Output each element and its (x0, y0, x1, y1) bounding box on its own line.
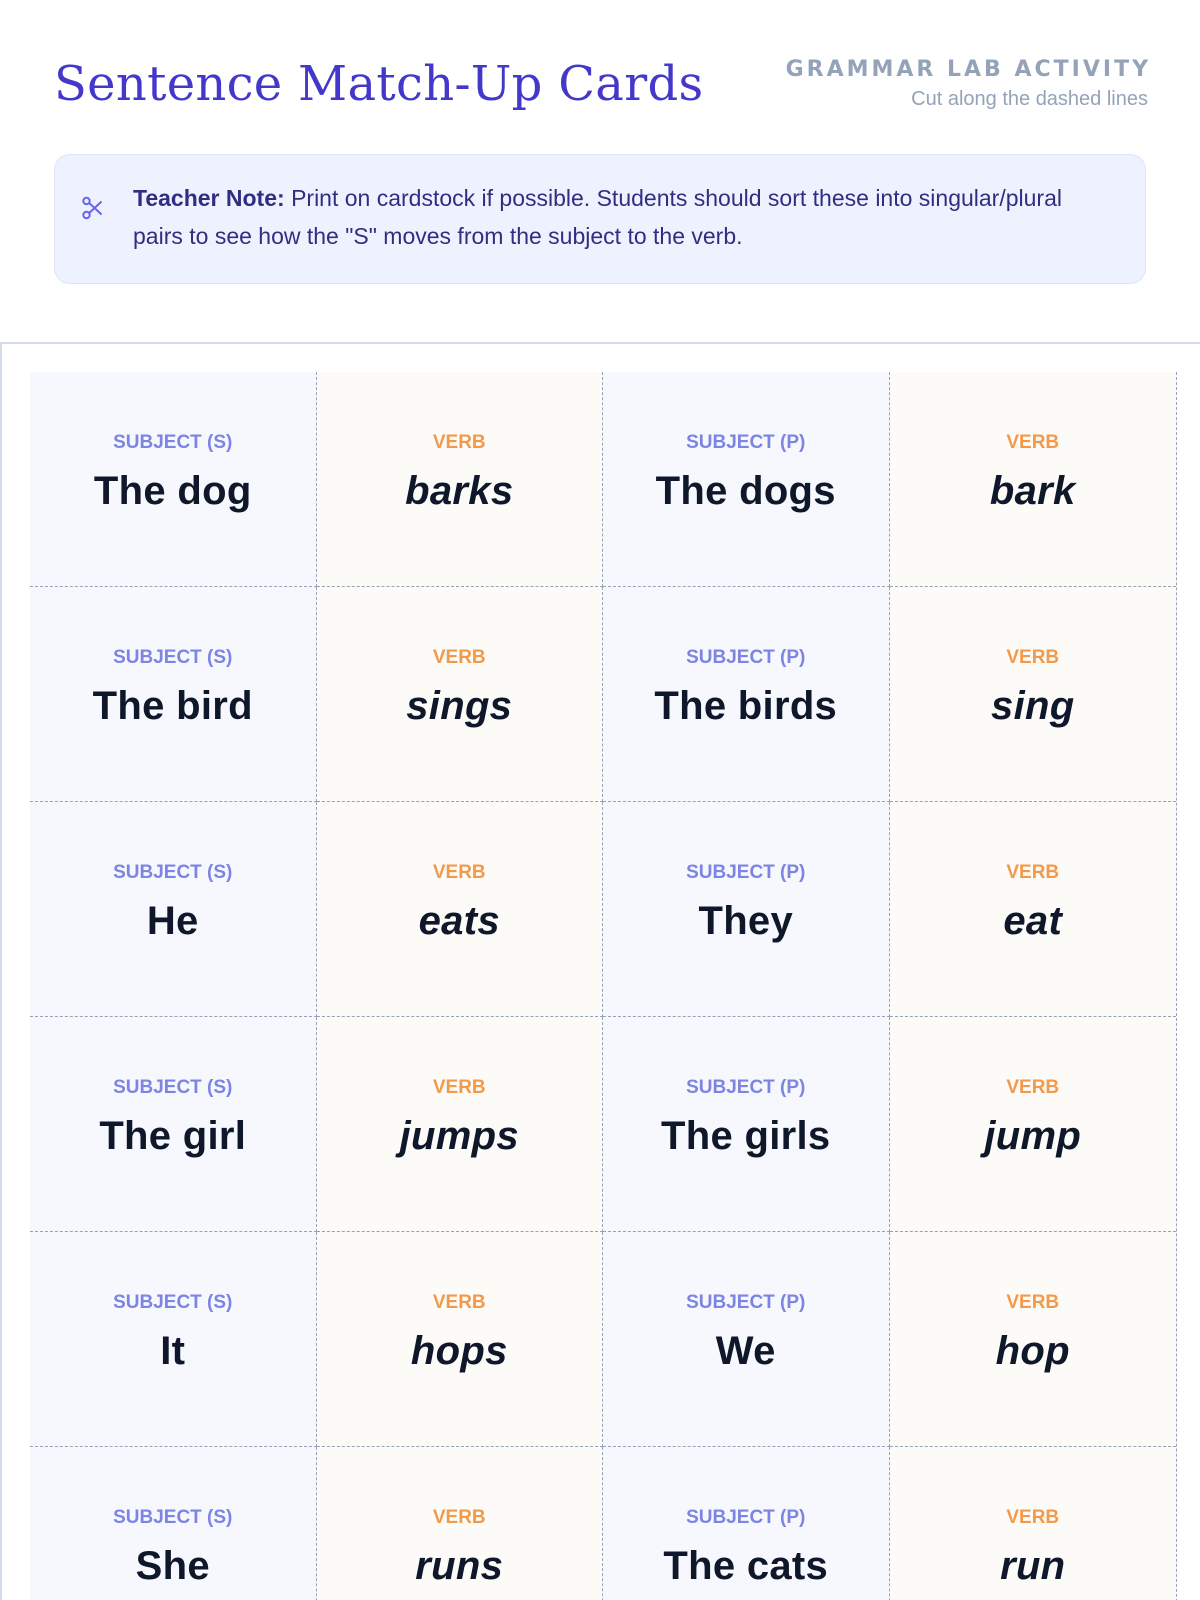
card-word: hops (410, 1329, 508, 1373)
page-title: Sentence Match-Up Cards (54, 56, 704, 112)
card-word: We (715, 1329, 776, 1373)
verb-card (890, 372, 1177, 587)
card-tag: VERB (432, 1077, 486, 1098)
card-tag: SUBJECT (S) (113, 862, 233, 883)
card-tag: VERB (1006, 862, 1060, 883)
card-grid (30, 372, 1177, 1600)
card-word: barks (405, 469, 514, 513)
card-tag: SUBJECT (P) (686, 647, 806, 668)
card-tag: SUBJECT (S) (113, 647, 233, 668)
teacher-note-text (133, 179, 1113, 255)
card-word: It (160, 1329, 186, 1373)
subject-card (603, 587, 890, 802)
card-tag: VERB (1006, 432, 1060, 453)
card-word: She (135, 1544, 210, 1588)
subject-card (603, 372, 890, 587)
card-word: The dogs (655, 469, 836, 513)
teacher-note-body: Print on cardstock if possible. Students should sort these into singular/plural pairs to see how the "S" moves from the subject to the verb. (133, 185, 1062, 249)
subject-card (30, 1232, 317, 1447)
subject-card (30, 372, 317, 587)
activity-label: GRAMMAR LAB ACTIVITY (785, 57, 1151, 82)
card-word: The dog (93, 469, 252, 513)
scissors-icon (81, 195, 103, 221)
subject-card (603, 1447, 890, 1600)
card-word: The cats (663, 1544, 829, 1588)
card-tag: SUBJECT (P) (686, 1077, 806, 1098)
card-tag: SUBJECT (P) (686, 1292, 806, 1313)
card-tag: SUBJECT (S) (113, 1292, 233, 1313)
verb-card (890, 1232, 1177, 1447)
card-tag: VERB (432, 647, 486, 668)
verb-card (317, 802, 604, 1017)
card-sheet (0, 344, 1200, 1600)
verb-card (890, 1447, 1177, 1600)
card-word: runs (415, 1544, 504, 1588)
card-word: The girl (99, 1114, 247, 1158)
card-tag: VERB (432, 432, 486, 453)
activity-instruction: Cut along the dashed lines (911, 88, 1148, 110)
card-word: jump (984, 1114, 1082, 1158)
card-word: They (698, 899, 794, 943)
subject-card (30, 1017, 317, 1232)
activity-meta (785, 56, 1151, 112)
verb-card (890, 1017, 1177, 1232)
card-word: He (146, 899, 199, 943)
card-word: eats (418, 899, 500, 943)
card-tag: SUBJECT (P) (686, 1507, 806, 1528)
card-word: sings (406, 684, 513, 728)
card-tag: VERB (1006, 1077, 1060, 1098)
card-tag: SUBJECT (P) (686, 432, 806, 453)
subject-card (30, 802, 317, 1017)
card-word: run (1000, 1544, 1066, 1588)
card-tag: SUBJECT (P) (686, 862, 806, 883)
verb-card (317, 1232, 604, 1447)
page-header (54, 0, 1151, 150)
card-word: bark (989, 469, 1076, 513)
verb-card (317, 372, 604, 587)
subject-card (603, 802, 890, 1017)
subject-card (30, 1447, 317, 1600)
card-tag: VERB (1006, 647, 1060, 668)
subject-card (603, 1017, 890, 1232)
card-tag: VERB (432, 1292, 486, 1313)
card-word: eat (1003, 899, 1063, 943)
card-tag: VERB (1006, 1292, 1060, 1313)
verb-card (890, 587, 1177, 802)
subject-card (603, 1232, 890, 1447)
card-tag: SUBJECT (S) (113, 432, 233, 453)
card-tag: VERB (432, 862, 486, 883)
card-word: hop (995, 1329, 1070, 1373)
card-word: sing (991, 684, 1075, 728)
subject-card (30, 587, 317, 802)
card-word: The girls (661, 1114, 831, 1158)
verb-card (317, 1447, 604, 1600)
card-word: The bird (92, 684, 253, 728)
verb-card (317, 1017, 604, 1232)
verb-card (317, 587, 604, 802)
card-tag: SUBJECT (S) (113, 1077, 233, 1098)
card-word: jumps (399, 1114, 519, 1158)
teacher-note (54, 154, 1146, 284)
verb-card (890, 802, 1177, 1017)
teacher-note-label: Teacher Note: (133, 185, 285, 211)
card-tag: SUBJECT (S) (113, 1507, 233, 1528)
card-tag: VERB (432, 1507, 486, 1528)
card-word: The birds (654, 684, 838, 728)
card-tag: VERB (1006, 1507, 1060, 1528)
